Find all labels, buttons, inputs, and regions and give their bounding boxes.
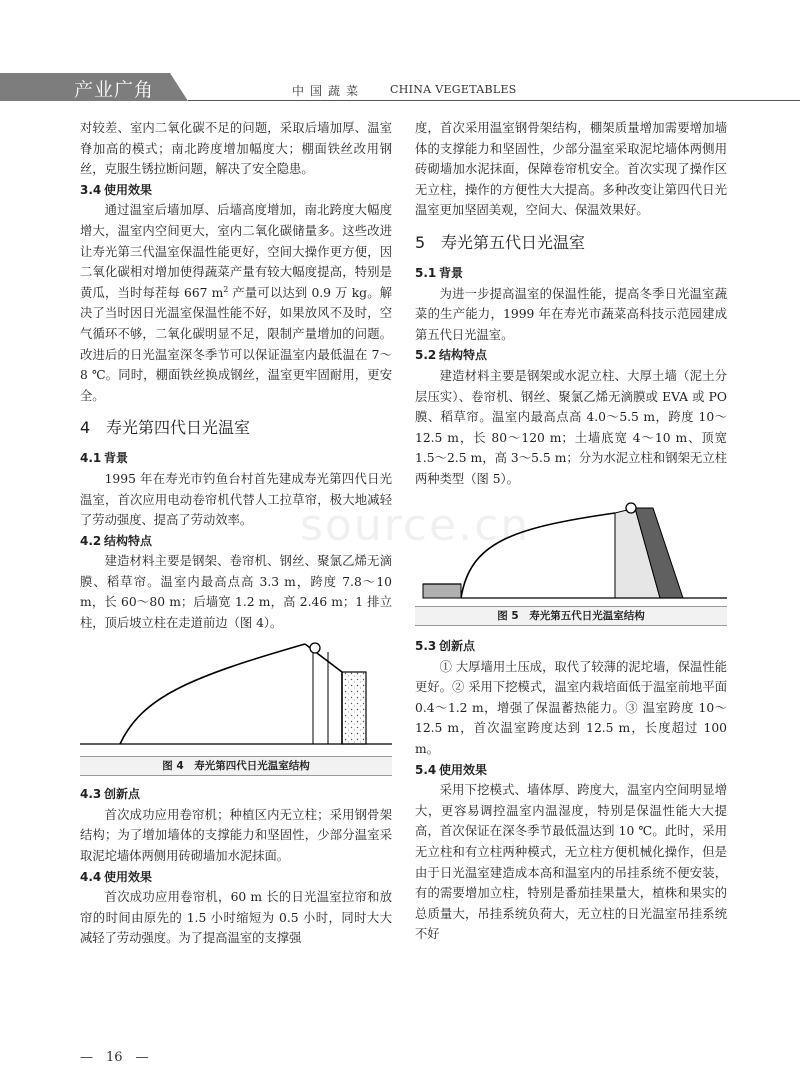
figure-4-caption-box — [80, 756, 392, 776]
paragraph: 度，首次采用温室钢骨架结构，棚架质量增加需要增加墙体的支撑能力和坚固性，少部分温室采取泥坨墙体两侧用砖砌墙加水泥抹面，保障卷帘机安全。首次实现了操作区无立柱，操作的方便性大大提高。多种改变让第四代日光温室更加坚固美观，空间大、保温效果好。 — [415, 121, 727, 218]
section-title: 产业广角 — [74, 79, 155, 101]
paragraph: 对较差、室内二氧化碳不足的问题，采取后墙加厚、温室脊加高的模式；南北跨度增加幅度大；棚面铁丝改用钢丝，克服生锈拉断问题，解决了安全隐患。 — [80, 121, 392, 177]
page-number: — 16 — — [80, 1050, 149, 1065]
section-heading-5: 5 寿光第五代日光温室 — [415, 232, 586, 252]
greenhouse-4-diagram — [80, 642, 392, 750]
journal-name-en: CHINA VEGETABLES — [390, 83, 517, 96]
paragraph: 通过温室后墙加厚、后墙高度增加，南北跨度大幅度增大，温室内空间更大，室内二氧化碳储量多。这些改进让寿光第三代温室保温性能更好，空间大操作更方便，因二氧化碳相对增加使得蔬菜产量有较大幅度提高，特别是黄瓜，当时每茬每 667 $m^2$ 产量可以达到 0.9 万 kg。解决了当时因日光温室保温性能不好，如果放风不及时，空气循环不够，二氧化碳明显不足，限制产量增加的问题。改进后的日光温室深冬季节可以保证温室内最低温在 7～8 ℃。同时，棚面铁丝换成钢丝，温室更牢固耐用，更安全。 — [80, 203, 392, 403]
left-column — [80, 118, 392, 949]
right-column — [415, 118, 727, 945]
section-heading-5-4: 5.4 使用效果 — [415, 762, 488, 777]
paragraph: 为进一步提高温室的保温性能，提高冬季日光温室蔬菜的生产能力，1999 年在寿光市蔬菜高科技示范园建成第五代日光温室。 — [415, 286, 727, 342]
figure-5-caption-box — [415, 606, 727, 626]
figure-4 — [80, 642, 392, 777]
paragraph: 1995 年在寿光市钓鱼台村首先建成寿光第四代日光温室，首次应用电动卷帘机代替人工拉草帘，极大地减轻了劳动强度、提高了劳动效率。 — [80, 471, 392, 528]
figure-5-caption: 图 5 寿光第五代日光温室结构 — [497, 610, 645, 623]
paragraph: 首次成功应用卷帘机，60 m 长的日光温室拉帘和放帘的时间由原先的 1.5 小时缩短为 0.5 小时，同时大大减轻了劳动强度。为了提高温室的支撑强 — [80, 890, 392, 946]
page-header — [0, 73, 800, 101]
paragraph: 建造材料主要是钢架、卷帘机、钢丝、聚氯乙烯无滴膜、稻草帘。温室内最高点高 3.3 m，跨度 7.8～10 m，长 60～80 m；后墙宽 1.2 m，高 2.46 m；1 排立柱，顶后坡立柱在走道前边（图 4）。 — [80, 554, 392, 631]
section-heading-5-2: 5.2 结构特点 — [415, 348, 488, 363]
figure-5 — [415, 498, 727, 627]
journal-name-cn: 中国蔬菜 — [292, 84, 365, 98]
paragraph: 建造材料主要是钢架或水泥立柱、大厚土墙（泥土分层压实）、卷帘机、钢丝、聚氯乙烯无滴膜或 EVA 或 PO 膜、稻草帘。温室内最高点高 4.0～5.5 m，跨度 10～12.5 m，长 80～120 m；土墙底宽 4～10 m、顶宽 1.5～2.5 m，高 3～5.5 m；分为水泥立柱和钢架无立柱两种类型（图 5）。 — [415, 368, 727, 486]
section-heading-4-3: 4.3 创新点 — [80, 787, 141, 802]
section-heading-5-3: 5.3 创新点 — [415, 639, 476, 654]
paragraph: 首次成功应用卷帘机；种植区内无立柱；采用钢骨架结构；为了增加墙体的支撑能力和坚固性，少部分温室采取泥坨墙体两侧用砖砌墙加水泥抹面。 — [80, 807, 392, 864]
paragraph: 采用下挖模式、墙体厚、跨度大，温室内空间明显增大，更容易调控温室内温湿度，特别是保温性能大大提高，首次保证在深冬季节最低温达到 10 ℃。此时，采用无立柱和有立柱两种模式，无立柱方便机械化操作，但是由于日光温室建造成本高和温室内的吊挂系统不便安装，有的需要增加立柱，特别是番茄挂果量大，植株和果实的总质量大，吊挂系统负荷大，无立柱的日光温室吊挂系统不好 — [415, 783, 727, 942]
section-heading-5-1: 5.1 背景 — [415, 265, 464, 280]
header-rule — [188, 100, 800, 101]
section-heading-4: 4 寿光第四代日光温室 — [80, 418, 251, 438]
greenhouse-5-diagram — [415, 498, 727, 600]
figure-4-caption: 图 4 寿光第四代日光温室结构 — [162, 760, 310, 773]
section-heading-4-4: 4.4 使用效果 — [80, 869, 153, 884]
section-heading-3-4: 3.4 使用效果 — [80, 182, 153, 197]
section-heading-4-1: 4.1 背景 — [80, 451, 129, 466]
paragraph: ① 大厚墙用土压成，取代了较薄的泥坨墙，保温性能更好。② 采用下挖模式，温室内栽培面低于温室前地平面 0.4～1.2 m，增强了保温蓄热能力。③ 温室跨度 10～12.5 m，首次温室跨度达到 12.5 m，长度超过 100 m。 — [415, 659, 727, 757]
section-heading-4-2: 4.2 结构特点 — [80, 533, 153, 548]
watermark: source.cn — [300, 500, 531, 551]
